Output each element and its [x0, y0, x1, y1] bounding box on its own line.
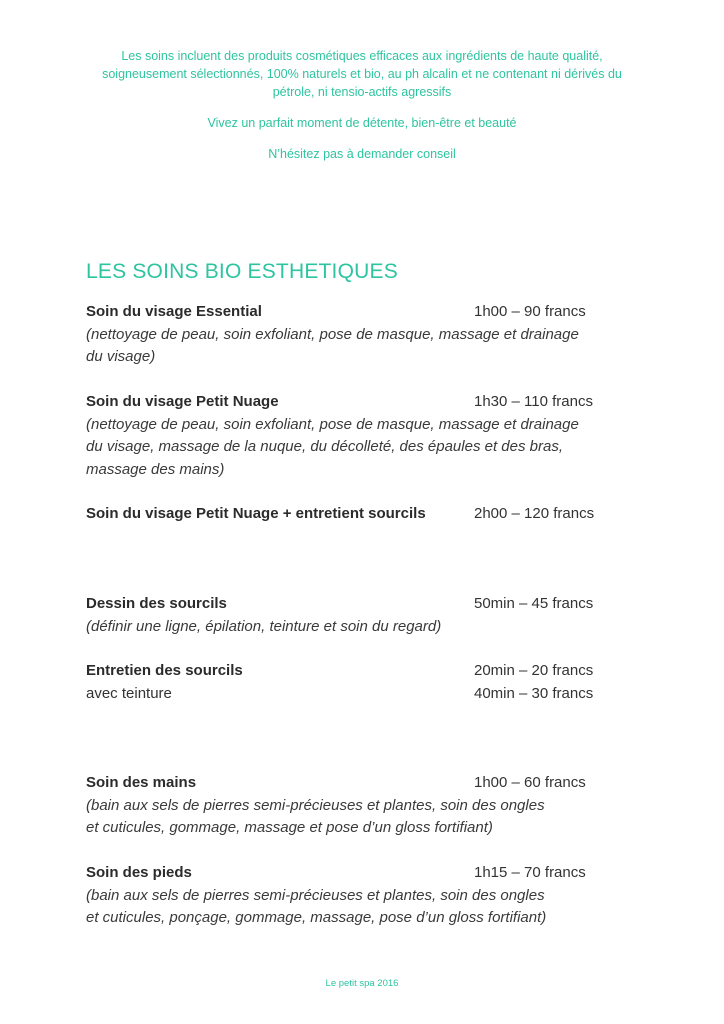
service-price: 1h15 – 70 francs	[474, 864, 586, 881]
service-description-line: (nettoyage de peau, soin exfoliant, pose de masque, massage et drainage	[86, 325, 579, 343]
service-description-line: massage des mains)	[86, 460, 225, 478]
service-description-line: du visage)	[86, 348, 156, 365]
service-item-petit-nuage	[86, 391, 646, 481]
service-item-petit-nuage-sourcils	[86, 503, 646, 526]
service-description-line: (définir une ligne, épilation, teinture et soin du regard)	[86, 617, 442, 635]
service-option-price: 40min – 30 francs	[474, 684, 594, 702]
service-price: 1h00 – 60 francs	[474, 774, 586, 791]
intro-advice: N’hésitez pas à demander conseil	[268, 147, 456, 161]
intro-tagline: Vivez un parfait moment de détente, bien-être et beauté	[207, 116, 517, 130]
service-item-dessin-sourcils	[86, 593, 646, 638]
service-name: Soin des pieds	[86, 864, 192, 881]
intro-block	[80, 47, 644, 163]
service-name: Entretien des sourcils	[86, 662, 243, 679]
service-description-line: (bain aux sels de pierres semi-précieuses et plantes, soin des ongles	[86, 796, 545, 814]
service-description-line: et cuticules, ponçage, gommage, massage, pose d’un gloss fortifiant)	[86, 909, 547, 926]
service-price: 20min – 20 francs	[474, 662, 594, 679]
service-price: 1h30 – 110 francs	[474, 393, 593, 410]
service-name: Soin du visage Petit Nuage + entretient sourcils	[86, 505, 426, 522]
service-item-soin-mains	[86, 772, 646, 840]
service-description-line: (nettoyage de peau, soin exfoliant, pose de masque, massage et drainage	[86, 415, 579, 433]
service-item-essential	[86, 301, 646, 369]
service-description-line: et cuticules, gommage, massage et pose d’un gloss fortifiant)	[86, 819, 493, 836]
service-price: 2h00 – 120 francs	[474, 505, 595, 522]
service-price: 50min – 45 francs	[474, 595, 594, 612]
footer-text: Le petit spa 2016	[325, 978, 399, 989]
service-name: Dessin des sourcils	[86, 595, 227, 612]
service-option-label: avec teinture	[86, 684, 172, 702]
service-item-soin-pieds	[86, 862, 646, 930]
service-description-line: du visage, massage de la nuque, du décolleté, des épaules et des bras,	[86, 438, 563, 455]
service-item-entretien-sourcils	[86, 660, 646, 705]
service-name: Soin du visage Petit Nuage	[86, 393, 279, 410]
section-title: LES SOINS BIO ESTHETIQUES	[86, 260, 398, 283]
service-description-line: (bain aux sels de pierres semi-précieuses et plantes, soin des ongles	[86, 886, 545, 904]
service-name: Soin du visage Essential	[86, 303, 262, 320]
service-price: 1h00 – 90 francs	[474, 303, 586, 320]
intro-text: Les soins incluent des produits cosmétiques efficaces aux ingrédients de haute qualité, soigneusement sélectionnés, 100% naturels et bio, au ph alcalin et ne contenant ni dérivés du pétrole, ni tensio-actifs agressifs	[102, 49, 622, 99]
service-name: Soin des mains	[86, 774, 197, 791]
